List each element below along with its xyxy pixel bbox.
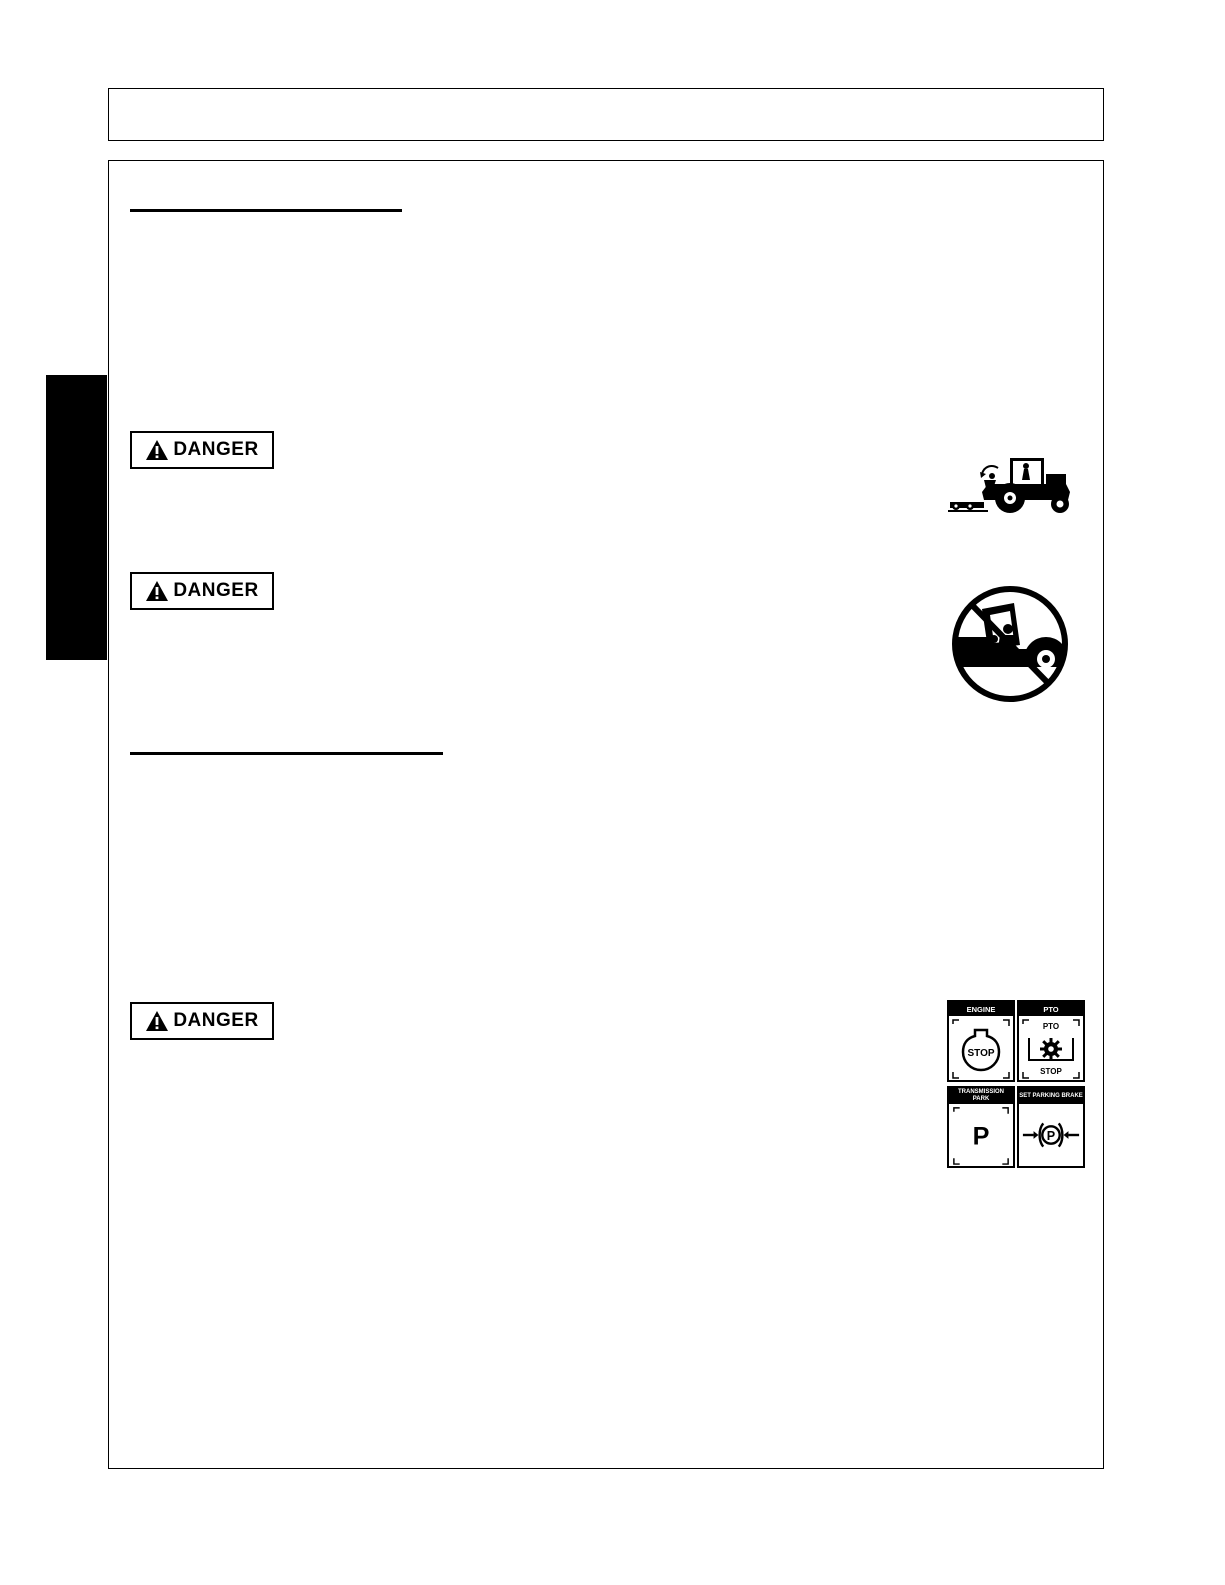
transmission-header: TRANSMISSION PARK — [949, 1088, 1013, 1104]
engine-stop-text: STOP — [967, 1048, 995, 1059]
pto-stop-icon — [1019, 1016, 1083, 1080]
engine-stop-icon — [949, 1016, 1013, 1080]
page-content-box — [108, 160, 1104, 1469]
page-header-box — [108, 88, 1104, 141]
danger-label: DANGER — [173, 439, 259, 460]
brake-letter: P — [1046, 1128, 1056, 1143]
danger-label: DANGER — [173, 580, 259, 601]
warning-triangle-icon — [145, 1010, 169, 1032]
warning-triangle-icon — [145, 439, 169, 461]
pto-header: PTO — [1019, 1002, 1083, 1016]
pto-stop-panel — [1017, 1000, 1085, 1082]
gear-icon — [1040, 1038, 1062, 1060]
transmission-park-icon — [949, 1104, 1013, 1166]
warning-triangle-icon — [145, 580, 169, 602]
danger-label: DANGER — [173, 1010, 259, 1031]
tractor-runover-icon — [948, 452, 1072, 514]
section-heading-rule — [130, 752, 443, 755]
engine-stop-panel — [947, 1000, 1015, 1082]
parking-brake-header: SET PARKING BRAKE — [1019, 1088, 1083, 1104]
danger-sign — [130, 431, 274, 469]
danger-sign — [130, 1002, 274, 1040]
no-riders-prohibited-icon — [950, 585, 1070, 703]
engine-header: ENGINE — [949, 1002, 1013, 1016]
section-heading-rule — [130, 209, 402, 212]
park-letter: P — [972, 1122, 990, 1151]
danger-sign — [130, 572, 274, 610]
shutdown-controls-panel — [947, 1000, 1086, 1168]
pto-top-text: PTO — [1042, 1022, 1060, 1031]
section-side-tab — [46, 375, 107, 660]
transmission-park-panel — [947, 1086, 1015, 1168]
pto-bottom-text: STOP — [1040, 1067, 1062, 1076]
parking-brake-panel — [1017, 1086, 1085, 1168]
parking-brake-icon — [1019, 1104, 1083, 1166]
